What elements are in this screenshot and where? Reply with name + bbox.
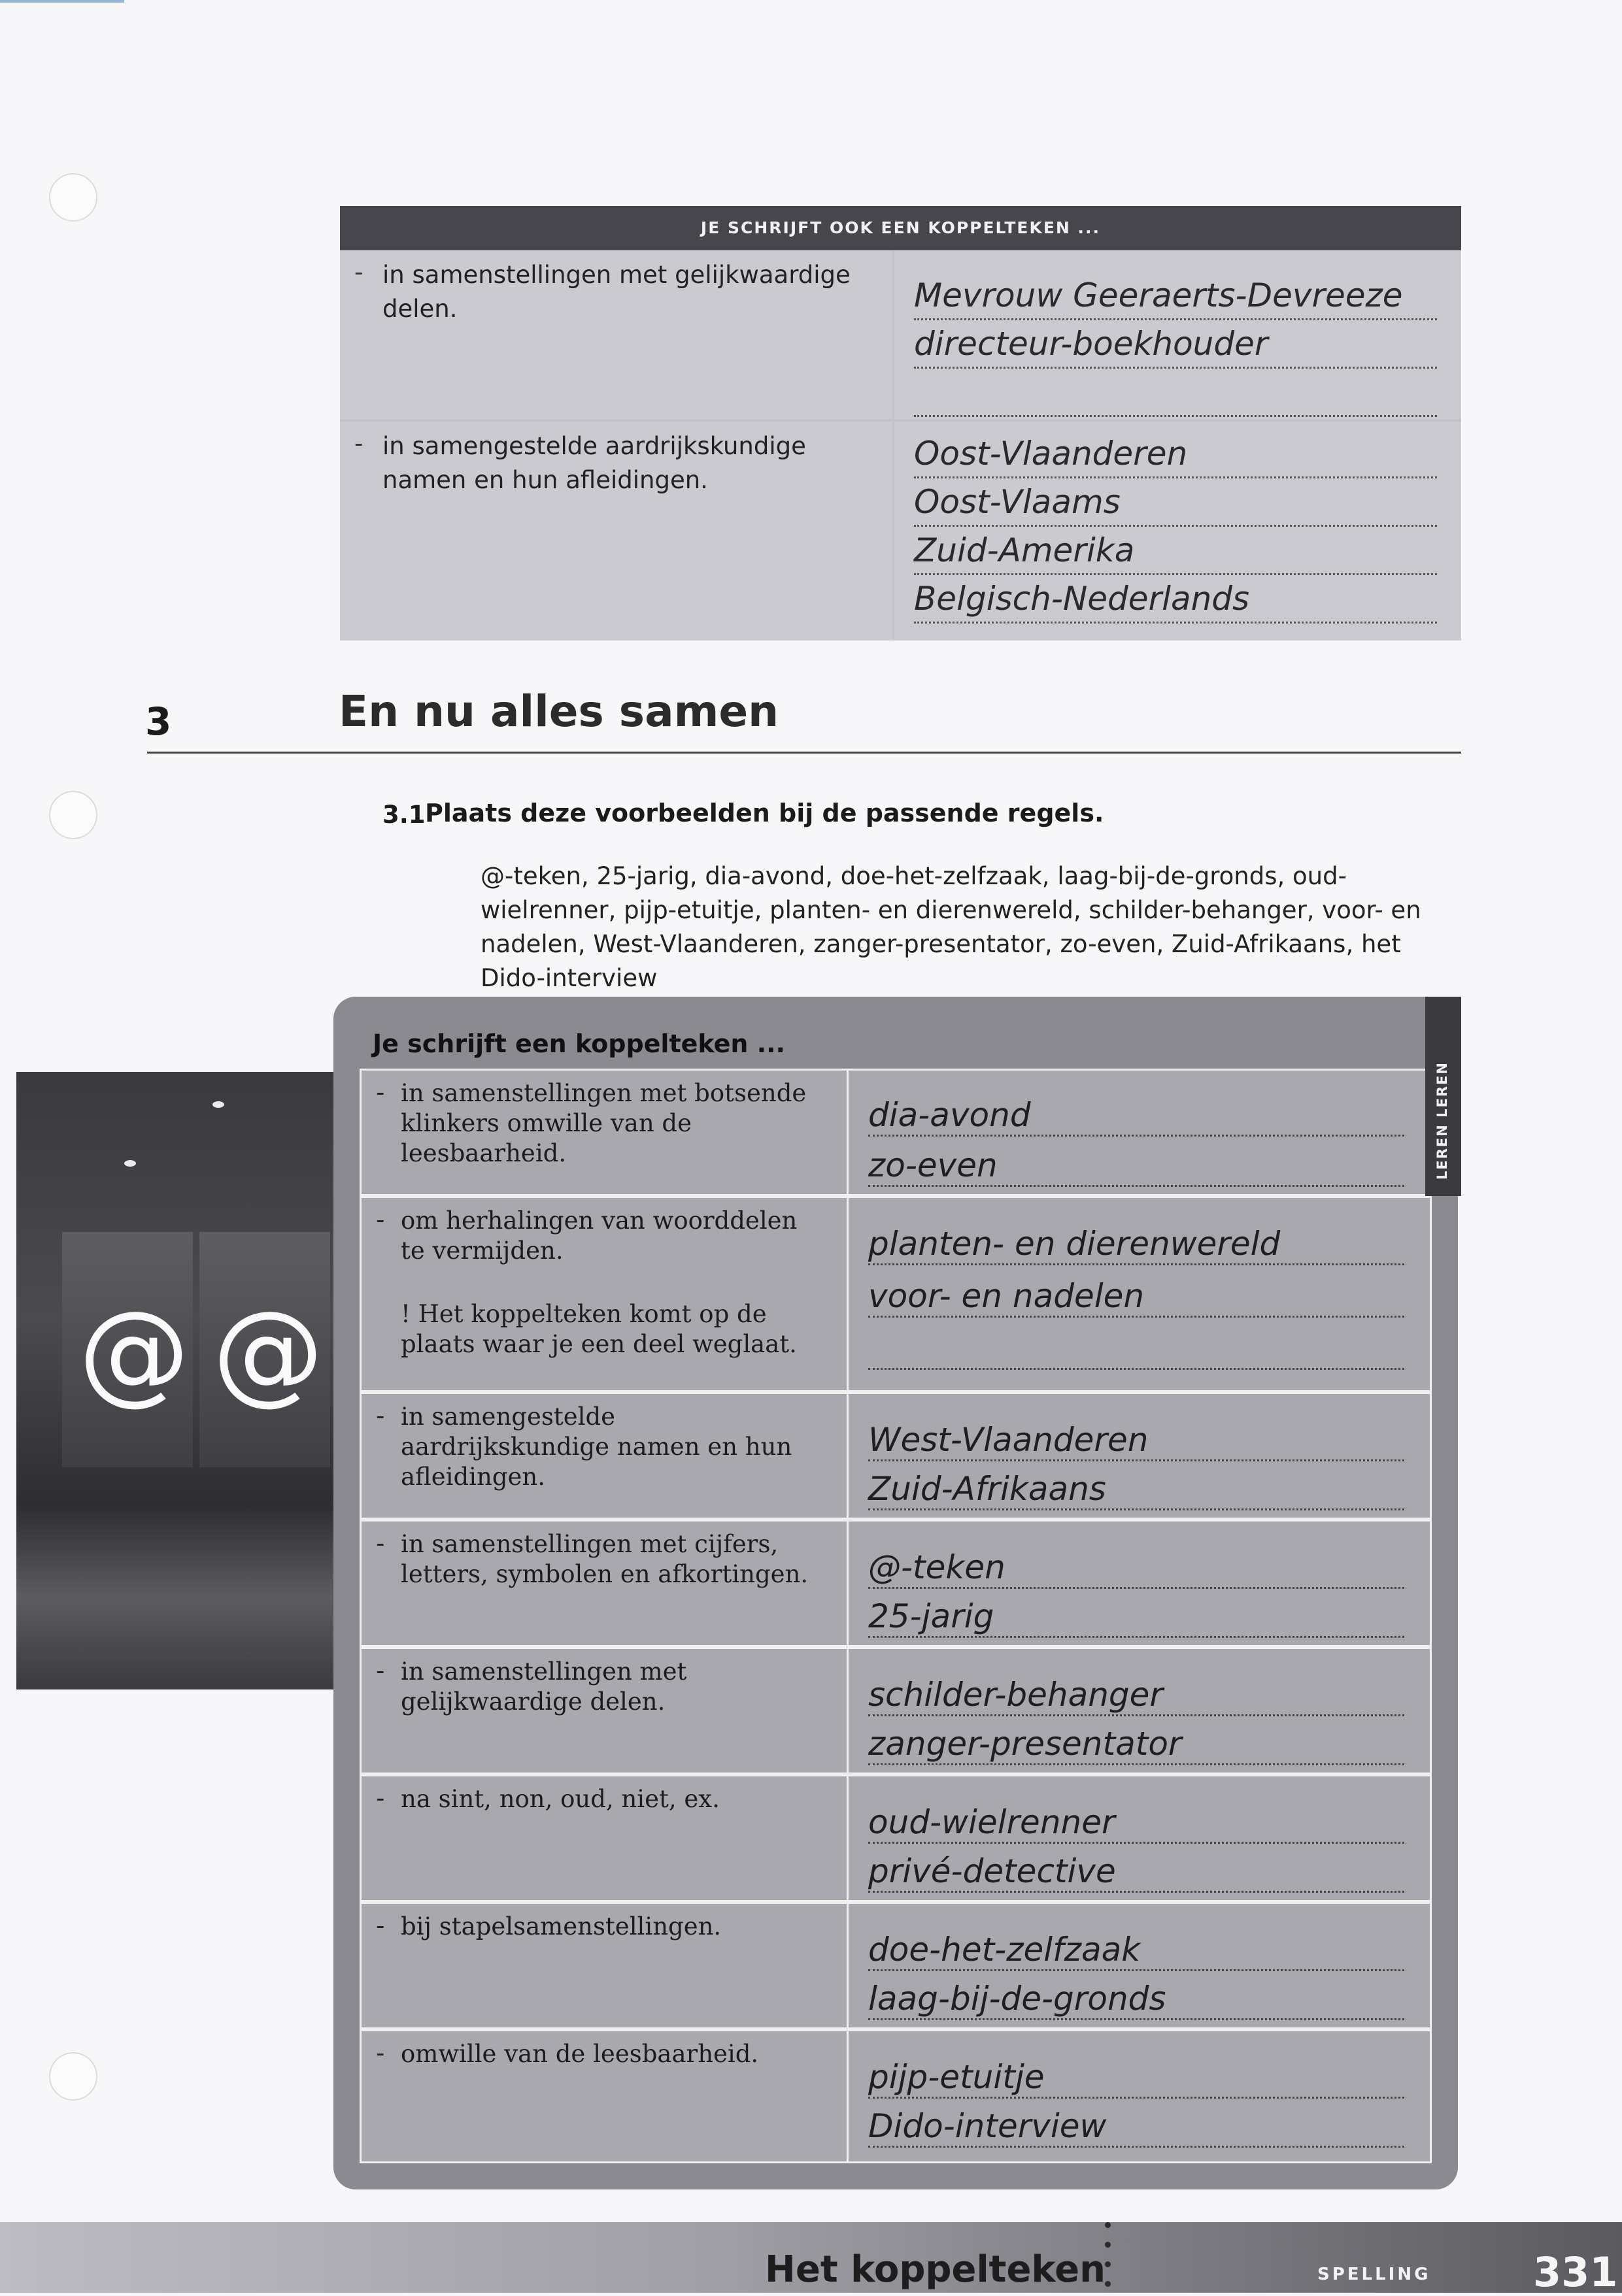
answer-cell [849,1392,1432,1520]
answer-line: Zuid-Amerika [914,525,1437,575]
answer-line: schilder-behanger [868,1669,1404,1716]
answer-line: Mevrouw Geeraerts-Devreeze [914,270,1437,320]
bullet-dash: - [354,258,363,286]
table-row [360,1196,1432,1392]
answer-line [868,1322,1404,1370]
table-row [360,1774,1432,1902]
at-sign-photo [16,1072,379,1689]
answer-line: oud-wielrenner [868,1796,1404,1844]
rule-text: omwille van de leesbaarheid. [401,2040,759,2068]
top-rule-cell [340,250,892,419]
rule-text: in samenstellingen met gelijkwaardige delen. [401,1657,687,1716]
top-rule-cell [340,422,892,641]
answer-line: Belgisch-Nederlands [914,573,1437,624]
answer-line: @-teken [868,1541,1404,1589]
answer-line: pijp-etuitje [868,2051,1404,2099]
rule-text: na sint, non, oud, niet, ex. [401,1785,720,1813]
answer-line: doe-het-zelfzaak [868,1923,1404,1971]
answer-line: directeur-boekhouder [914,318,1437,369]
rule-text: in samengestelde aardrijkskundige namen en hun afleidingen. [401,1403,792,1491]
exercise-word-list: @-teken, 25-jarig, dia-avond, doe-het-zelfzaak, laag-bij-de-gronds, oud-wielrenner, pijp-etuitje, planten- en dierenwereld, schilder-behanger, voor- en nadelen, West-Vlaanderen, zanger-presentator, zo-even, Zuid-Afrikaans, het Dido-interview [481,862,1421,992]
section-divider [147,752,1461,754]
section-title: En nu alles samen [339,686,779,737]
answer-line: Oost-Vlaanderen [914,428,1437,478]
footer-dot [1105,2242,1111,2248]
exercise-number: 3.1 [382,801,426,829]
answer-cell [849,1774,1432,1902]
bullet-dash: - [376,1078,385,1106]
rule-cell [360,1392,849,1520]
table-row [360,1520,1432,1647]
footer-dot [1105,2222,1111,2228]
punch-hole [49,173,97,222]
answer-line: voor- en nadelen [868,1270,1404,1318]
rule-text: bij stapelsamenstellingen. [401,1912,722,1940]
top-rule-text: in samenstellingen met gelijkwaardige delen. [382,261,851,323]
table-row [360,1069,1432,1196]
section-number: 3 [145,699,172,744]
footer-dot [1105,2261,1111,2267]
answer-line: zanger-presentator [868,1718,1404,1765]
main-table-header: Je schrijft een koppelteken ... [373,1029,785,1058]
scan-edge-mark [0,0,124,3]
top-answer-cell [894,422,1461,641]
rule-note: ! Het koppelteken komt op de plaats waar je een deel weglaat. [401,1300,797,1358]
bullet-dash: - [376,1529,385,1557]
exercise-title: Plaats deze voorbeelden bij de passende regels. [425,799,1104,827]
answer-line: Zuid-Afrikaans [868,1463,1404,1510]
answer-cell [849,1902,1432,2029]
page-number: 331 [1533,2248,1618,2296]
top-answer-cell [894,250,1461,419]
side-tab [1425,997,1461,1196]
footer-chapter-title: Het koppelteken [765,2248,1106,2291]
answer-cell [849,1520,1432,1647]
answer-cell [849,2029,1432,2163]
rule-cell [360,1069,849,1196]
main-rules-table [333,997,1458,2189]
bullet-dash: - [354,429,363,458]
footer-dot [1105,2281,1111,2287]
answer-line: West-Vlaanderen [868,1414,1404,1461]
table-row [360,1902,1432,2029]
rule-text: in samenstellingen met botsende klinkers omwille van de leesbaarheid. [401,1079,807,1167]
punch-hole [49,791,97,839]
ceiling-light [124,1160,136,1167]
rule-cell [360,1196,849,1392]
top-rules-table [340,206,1461,641]
table-row [360,2029,1432,2163]
answer-line: 25-jarig [868,1590,1404,1638]
footer-section-label: SPELLING [1317,2265,1431,2284]
punch-hole [49,2052,97,2101]
answer-line [914,367,1437,417]
rule-cell [360,1902,849,2029]
rule-cell [360,1774,849,1902]
answer-line: zo-even [868,1139,1404,1187]
rule-cell [360,1647,849,1774]
rule-text: in samenstellingen met cijfers, letters, symbolen en afkortingen. [401,1530,809,1588]
answer-line: planten- en dierenwereld [868,1218,1404,1265]
bullet-dash: - [376,1912,385,1940]
at-symbol: @ [212,1288,324,1417]
bullet-dash: - [376,1657,385,1685]
bullet-dash: - [376,2039,385,2067]
answer-line: Oost-Vlaams [914,476,1437,527]
top-table-header: JE SCHRIJFT OOK EEN KOPPELTEKEN ... [340,206,1461,250]
ceiling-light [212,1101,224,1108]
answer-line: laag-bij-de-gronds [868,1972,1404,2020]
answer-line: Dido-interview [868,2100,1404,2148]
at-symbol: @ [78,1288,190,1417]
side-tab-label: LEREN LEREN [1434,1061,1450,1180]
answer-line: privé-detective [868,1845,1404,1893]
rule-cell [360,1520,849,1647]
table-row [360,1647,1432,1774]
table-row [360,1392,1432,1520]
answer-cell [849,1647,1432,1774]
bullet-dash: - [376,1206,385,1234]
rule-cell [360,2029,849,2163]
answer-cell [849,1196,1432,1392]
rule-text: om herhalingen van woorddelen te vermijden. [401,1206,798,1265]
bullet-dash: - [376,1402,385,1430]
bullet-dash: - [376,1784,385,1812]
answer-line: dia-avond [868,1089,1404,1137]
answer-cell [849,1069,1432,1196]
top-rule-text: in samengestelde aardrijkskundige namen en hun afleidingen. [382,432,806,494]
